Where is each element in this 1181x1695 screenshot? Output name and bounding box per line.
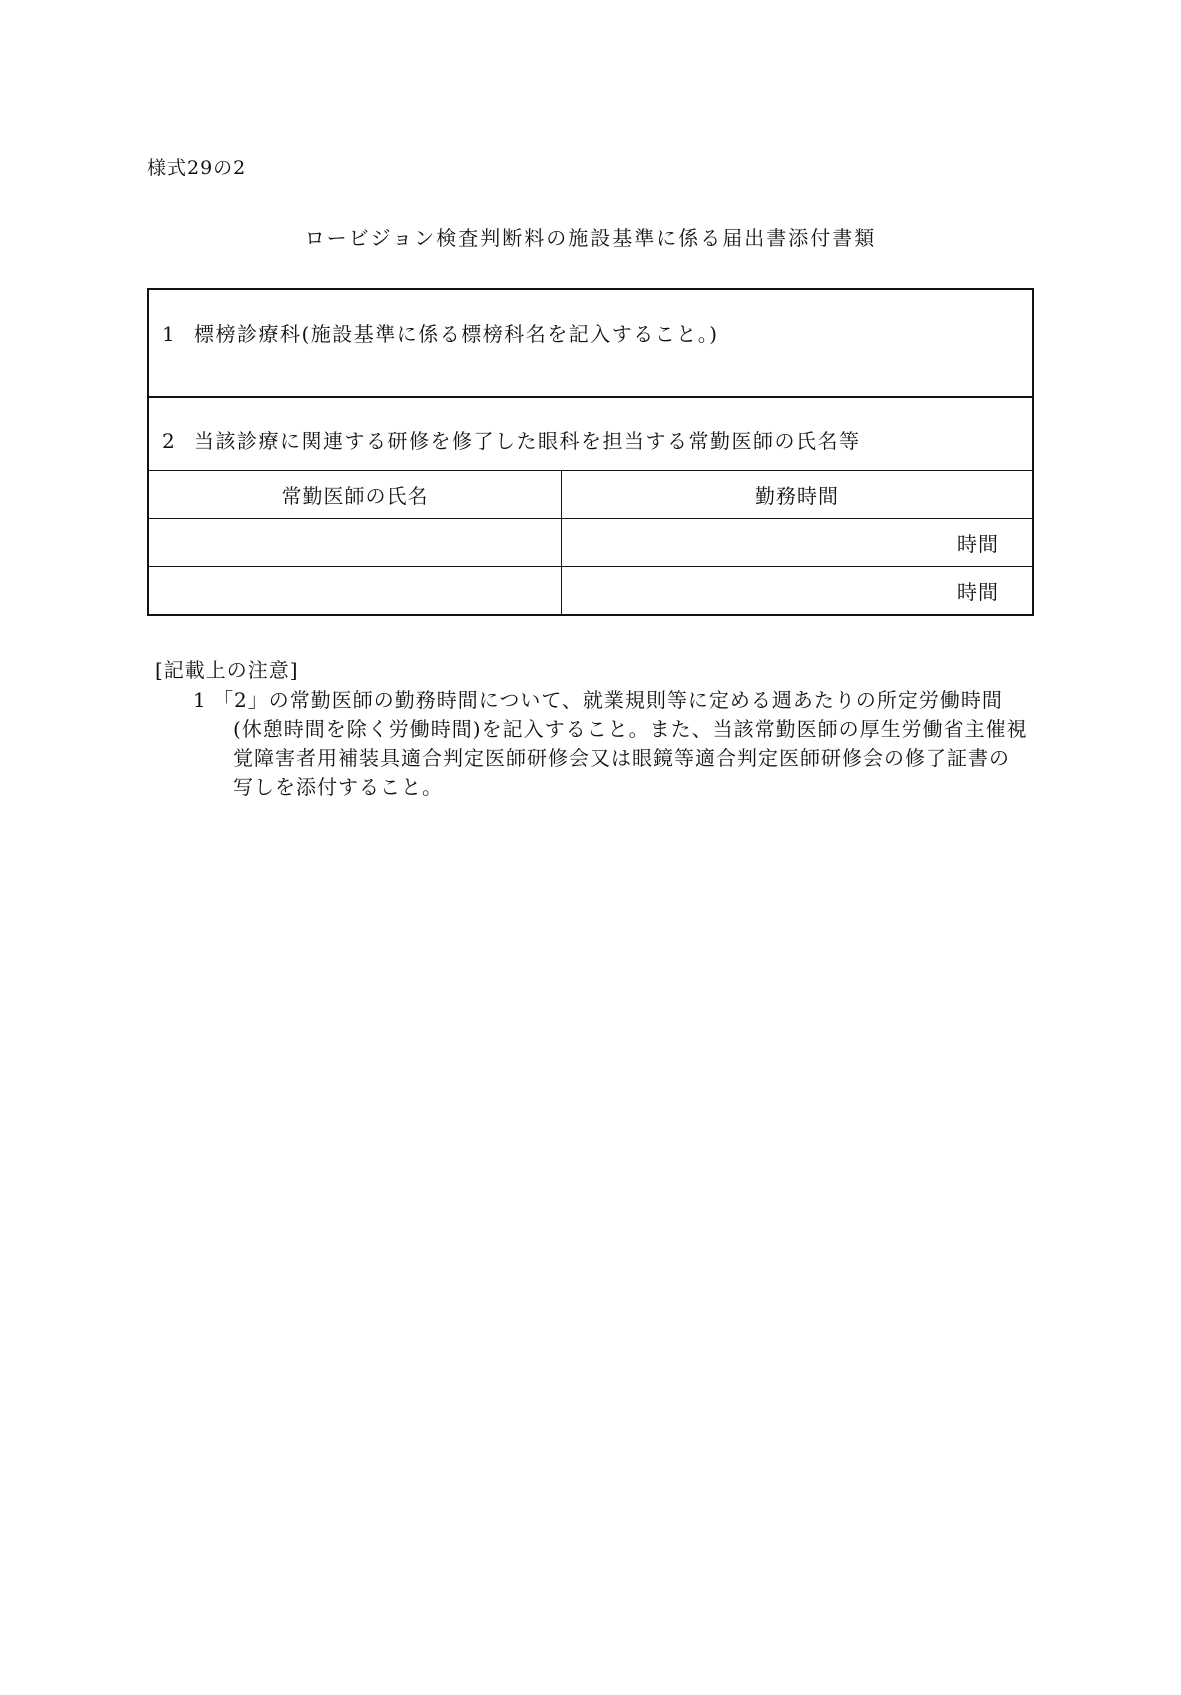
- table-row: [149, 567, 1032, 614]
- note-item: [193, 686, 1035, 802]
- note-number: 1: [193, 688, 207, 712]
- section-specialty[interactable]: [149, 290, 1032, 398]
- section-specialty-text: 標榜診療科(施設基準に係る標榜科名を記入すること。): [194, 322, 719, 346]
- table-header-row: [149, 471, 1032, 519]
- column-header-doctor-name: 常勤医師の氏名: [149, 471, 562, 518]
- doctor-name-field[interactable]: [149, 567, 562, 614]
- section-doctors-text: 当該診療に関連する研修を修了した眼科を担当する常勤医師の氏名等: [194, 429, 861, 453]
- note-line: (休憩時間を除く労働時間)を記入すること。また、当該常勤医師の厚生労働省主催視: [233, 717, 1028, 741]
- note-text: [213, 686, 1035, 802]
- note-line: 「2」の常勤医師の勤務時間について、就業規則等に定める週あたりの所定労働時間: [213, 688, 1003, 712]
- note-line: 覚障害者用補装具適合判定医師研修会又は眼鏡等適合判定医師研修会の修了証書の: [233, 746, 1010, 770]
- notes-heading: [記載上の注意]: [155, 658, 299, 682]
- section-specialty-label: [162, 318, 719, 347]
- form-table: [147, 288, 1034, 616]
- table-row: [149, 519, 1032, 567]
- working-hours-field[interactable]: [562, 567, 1032, 614]
- column-header-working-hours: 勤務時間: [755, 484, 839, 508]
- document-title: ロービジョン検査判断料の施設基準に係る届出書添付書類: [304, 226, 877, 250]
- hours-unit-label: 時間: [957, 580, 999, 604]
- note-line: 写しを添付すること。: [233, 775, 443, 799]
- working-hours-field[interactable]: [562, 519, 1032, 566]
- section-number: 1: [162, 322, 177, 346]
- section-doctors-header: [149, 398, 1032, 471]
- hours-unit-label: 時間: [957, 532, 999, 556]
- doctor-name-field[interactable]: [149, 519, 562, 566]
- form-number: 様式29の2: [147, 157, 247, 179]
- section-doctors-label: [162, 425, 861, 454]
- section-number: 2: [162, 429, 177, 453]
